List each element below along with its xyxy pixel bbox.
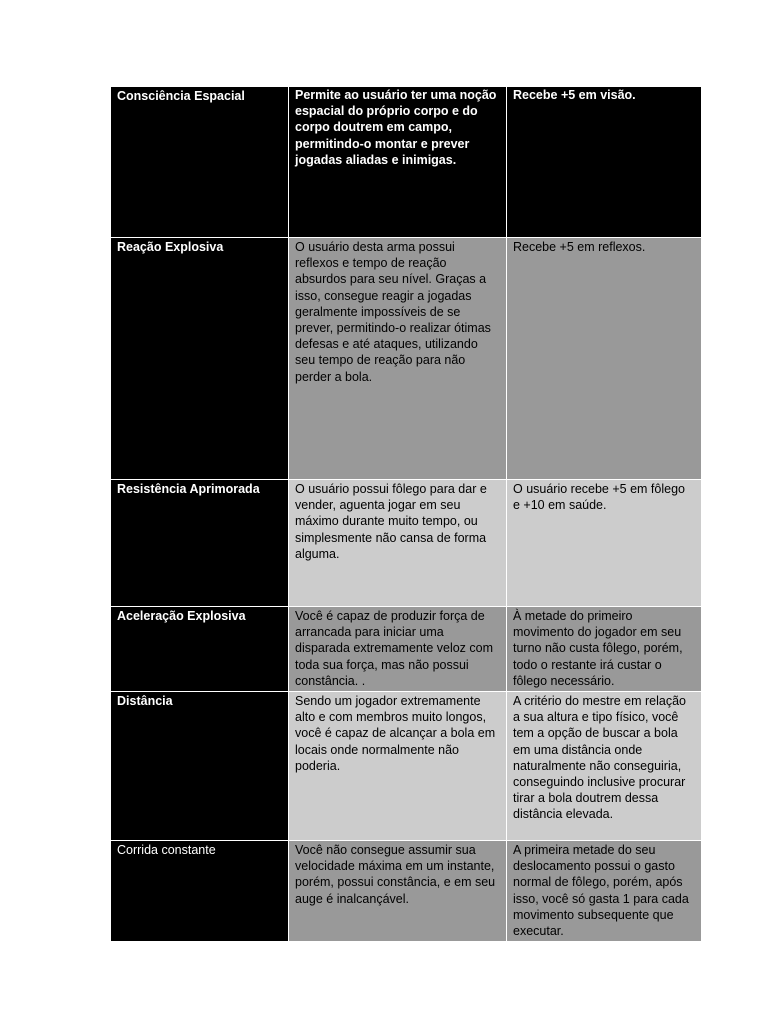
- ability-name: Resistência Aprimorada: [111, 480, 289, 607]
- ability-name: Reação Explosiva: [111, 238, 289, 480]
- table-row: [111, 480, 702, 607]
- ability-name: Corrida constante: [111, 841, 289, 942]
- table-row: [111, 238, 702, 480]
- ability-description: Sendo um jogador extremamente alto e com membros muito longos, você é capaz de alcançar a bola em locais onde normalmente não poderia.: [289, 692, 507, 841]
- ability-name: Distância: [111, 692, 289, 841]
- ability-effect: Recebe +5 em visão.: [507, 87, 702, 238]
- ability-name: Consciência Espacial: [111, 87, 289, 238]
- ability-effect: A critério do mestre em relação a sua altura e tipo físico, você tem a opção de buscar a bola em uma distância onde naturalmente não conseguiria, conseguindo inclusive procurar tirar a bola doutrem dessa distância elevada.: [507, 692, 702, 841]
- ability-effect: A primeira metade do seu deslocamento possui o gasto normal de fôlego, porém, após isso, você só gasta 1 para cada movimento subsequente que executar.: [507, 841, 702, 942]
- ability-description: Você é capaz de produzir força de arrancada para iniciar uma disparada extremamente veloz com toda sua força, mas não possui constância. .: [289, 607, 507, 692]
- ability-description: O usuário possui fôlego para dar e vender, aguenta jogar em seu máximo durante muito tempo, ou simplesmente não cansa de forma alguma.: [289, 480, 507, 607]
- table-row: [111, 692, 702, 841]
- table-row: [111, 87, 702, 238]
- ability-effect: Recebe +5 em reflexos.: [507, 238, 702, 480]
- ability-description: O usuário desta arma possui reflexos e tempo de reação absurdos para seu nível. Graças a isso, consegue reagir a jogadas geralmente impossíveis de se prever, permitindo-o realizar ótimas defesas e até ataques, utilizando seu tempo de reação para não perder a bola.: [289, 238, 507, 480]
- ability-name: Aceleração Explosiva: [111, 607, 289, 692]
- abilities-table: [110, 86, 702, 942]
- ability-effect: O usuário recebe +5 em fôlego e +10 em saúde.: [507, 480, 702, 607]
- ability-description: Você não consegue assumir sua velocidade máxima em um instante, porém, possui constância, e em seu auge é inalcançável.: [289, 841, 507, 942]
- ability-effect: À metade do primeiro movimento do jogador em seu turno não custa fôlego, porém, todo o restante irá custar o fôlego necessário.: [507, 607, 702, 692]
- table-row: [111, 841, 702, 942]
- table-row: [111, 607, 702, 692]
- ability-description: Permite ao usuário ter uma noção espacial do próprio corpo e do corpo doutrem em campo, permitindo-o montar e prever jogadas aliadas e inimigas.: [289, 87, 507, 238]
